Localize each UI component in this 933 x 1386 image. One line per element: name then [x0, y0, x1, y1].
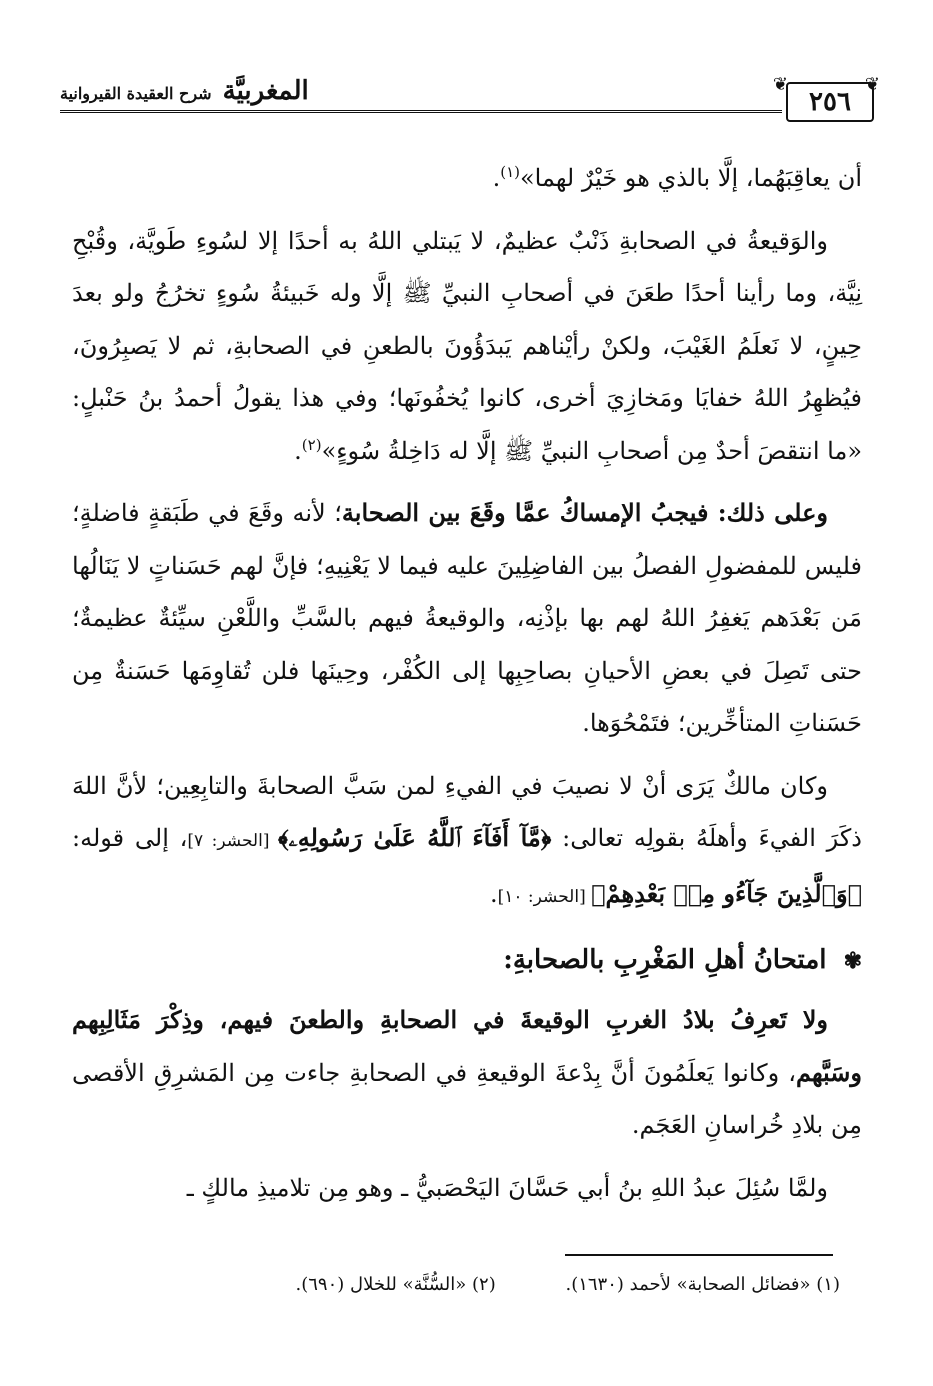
section-heading-text: امتحانُ أهلِ المَغْرِبِ بالصحابةِ:: [503, 945, 827, 975]
footnote-marker: (١): [500, 163, 520, 181]
running-title: [60, 76, 309, 106]
paragraph: [72, 1162, 862, 1215]
decorative-star-icon: ✾: [843, 948, 862, 974]
footnotes: [180, 1268, 840, 1302]
section-heading: [72, 933, 862, 988]
page-number: ٢٥٦: [786, 82, 874, 122]
book-title: المغربيَّة: [222, 76, 309, 106]
paragraph: [72, 152, 862, 205]
paragraph: [72, 994, 862, 1152]
quran-verse: ﴿مَّآ أَفَآءَ ٱللَّهُ عَلَىٰ رَسُولِهِۦ﴾: [278, 823, 552, 852]
paragraph-text: ولمَّا سُئِلَ عبدُ اللهِ بنُ أبي حَسَّانَ اليَحْصَبيُّ ـ وهو مِن تلاميذِ مالكٍ ـ: [186, 1173, 828, 1202]
paragraph: [72, 760, 862, 924]
paragraph-group-after-heading: [72, 994, 862, 1214]
quran-verse: ﴿وَٱلَّذِينَ جَآءُو مِنۢ بَعْدِهِمْ﴾: [591, 878, 862, 908]
paragraph-text: والوَقيعةُ في الصحابةِ ذَنْبٌ عظيمٌ، لا يَبتلي اللهُ به أحدًا إلا لسُوءِ طَويَّة، وقُبْحِ نِيَّة، وما رأينا أحدًا طعَنَ في أصحابِ النبيِّ ﷺ إلَّا وله خَبيئةُ سُوءٍ تخرُجُ ولو بعدَ حِينٍ، لا نَعلَمُ الغَيْبَ، ولكنْ رأيْناهم يَبدَؤُونَ بالطعنِ في الصحابةِ، ثم لا يَصبِرُونَ، فيُظهِرُ اللهُ خفايَا ومَخازِيَ أخرى، كانوا يُخفُونَها؛ وفي هذا يقولُ أحمدُ بنُ حَنْبلٍ: «ما انتقصَ أحدٌ مِن أصحابِ النبيِّ ﷺ إلَّا له دَاخِلةُ سُوءٍ»: [72, 226, 862, 465]
paragraph-text: أن يعاقِبَهُما، إلَّا بالذي هو خَيْرٌ لهما»: [519, 164, 862, 192]
header-double-rule: [60, 110, 782, 113]
page-header: [60, 68, 880, 130]
verse-reference: [الحشر: ٧]: [187, 831, 278, 851]
book-subtitle: شرح العقيدة القيروانية: [60, 84, 212, 103]
verse-reference: [الحشر: ١٠]: [497, 886, 592, 907]
paragraph-text: .: [489, 879, 498, 908]
paragraph-text: ، إلى قوله:: [72, 824, 188, 852]
paragraph-text: .: [294, 436, 302, 465]
paragraph-text: ، وكانوا يَعلَمُونَ أنَّ بِدْعةَ الوقيعةِ في الصحابةِ جاءت مِن المَشرِقِ الأقصى مِن بلادِ خُراسانِ العَجَم.: [72, 1058, 862, 1139]
footnote-marker: (٢): [301, 435, 322, 454]
footnote-2: (٢) «السُّنَّة» للخلال (٦٩٠).: [295, 1274, 496, 1295]
floral-ornament-icon: ❦: [772, 74, 788, 95]
paragraph-text: وكان مالكٌ يَرَى أنْ لا نصيبَ في الفيءِ لمن سَبَّ الصحابةَ والتابِعِين؛ لأنَّ اللهَ ذكَرَ الفيءَ وأهلَهُ بقولِه تعالى:: [72, 771, 862, 852]
footnote-1: (١) «فضائل الصحابة» لأحمد (١٦٣٠).: [565, 1274, 840, 1295]
paragraph: [72, 215, 862, 478]
paragraph-group-before-heading: [72, 152, 862, 923]
paragraph: [72, 487, 862, 750]
paragraph-text: ؛ لأنه وقَعَ في طَبَقةٍ فاضلةٍ؛ فليس للمفضولِ الفصلُ بين الفاضِلِينَ عليه فيما لا يَعْنِيهِ؛ فإنَّ لهم حَسَناتٍ لا يَنَالُها مَن بَعْدَهم يَغفِرُ اللهُ لهم بها بإذْنِه، والوقيعةُ فيهم بالسَّبِّ واللَّعْنِ سيِّئةٌ عظيمةٌ؛ حتى تَصِلَ في بعضِ الأحيانِ بصاحِبِها إلى الكُفْر، وحِينَها فلن تُقاوِمَها حَسَنةٌ مِن حَسَناتِ المتأخِّرين؛ فتَمْحُوَها.: [72, 499, 863, 737]
paragraph-text: وعلى ذلك: فيجبُ الإمساكُ عمَّا وقَعَ بين الصحابة: [341, 498, 828, 527]
footnote-separator: [565, 1254, 833, 1256]
paragraph-text: ولا تَعرِفُ بلادُ الغربِ الوقيعةَ في الصحابةِ والطعنَ فيهم، وذِكْرَ مَثَالِبِهم وسَبَّهم: [72, 1005, 862, 1087]
floral-ornament-icon: ❦: [864, 74, 880, 95]
paragraph-text: .: [492, 164, 501, 192]
main-text: [72, 152, 862, 1224]
